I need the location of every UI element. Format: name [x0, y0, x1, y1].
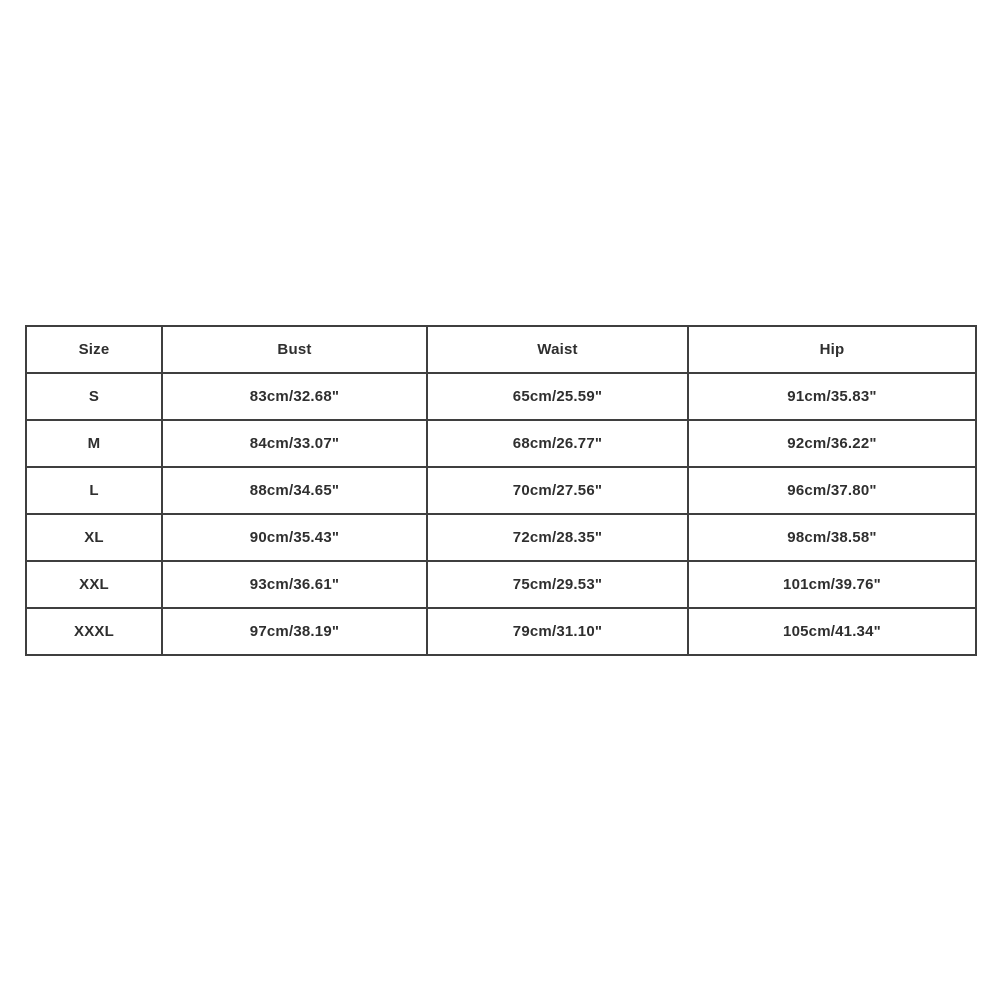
- table-row: [26, 608, 976, 655]
- header-row: [26, 326, 976, 373]
- size-chart-header: [26, 326, 976, 373]
- measurement-cell: 96cm/37.80": [688, 467, 976, 514]
- measurement-cell: 93cm/36.61": [162, 561, 427, 608]
- size-label-cell: M: [26, 420, 162, 467]
- size-label-cell: XXL: [26, 561, 162, 608]
- table-row: [26, 514, 976, 561]
- column-header-size: Size: [26, 326, 162, 373]
- size-label-cell: XL: [26, 514, 162, 561]
- measurement-cell: 65cm/25.59": [427, 373, 688, 420]
- measurement-cell: 88cm/34.65": [162, 467, 427, 514]
- measurement-cell: 98cm/38.58": [688, 514, 976, 561]
- size-label-cell: L: [26, 467, 162, 514]
- table-row: [26, 561, 976, 608]
- measurement-cell: 75cm/29.53": [427, 561, 688, 608]
- measurement-cell: 83cm/32.68": [162, 373, 427, 420]
- size-chart-body: [26, 373, 976, 655]
- measurement-cell: 84cm/33.07": [162, 420, 427, 467]
- table-row: [26, 467, 976, 514]
- size-label-cell: S: [26, 373, 162, 420]
- column-header-waist: Waist: [427, 326, 688, 373]
- column-header-hip: Hip: [688, 326, 976, 373]
- measurement-cell: 97cm/38.19": [162, 608, 427, 655]
- measurement-cell: 68cm/26.77": [427, 420, 688, 467]
- measurement-cell: 70cm/27.56": [427, 467, 688, 514]
- measurement-cell: 105cm/41.34": [688, 608, 976, 655]
- size-label-cell: XXXL: [26, 608, 162, 655]
- measurement-cell: 79cm/31.10": [427, 608, 688, 655]
- column-header-bust: Bust: [162, 326, 427, 373]
- size-chart-table: [25, 325, 977, 656]
- measurement-cell: 72cm/28.35": [427, 514, 688, 561]
- measurement-cell: 90cm/35.43": [162, 514, 427, 561]
- measurement-cell: 91cm/35.83": [688, 373, 976, 420]
- measurement-cell: 92cm/36.22": [688, 420, 976, 467]
- table-row: [26, 420, 976, 467]
- measurement-cell: 101cm/39.76": [688, 561, 976, 608]
- table-row: [26, 373, 976, 420]
